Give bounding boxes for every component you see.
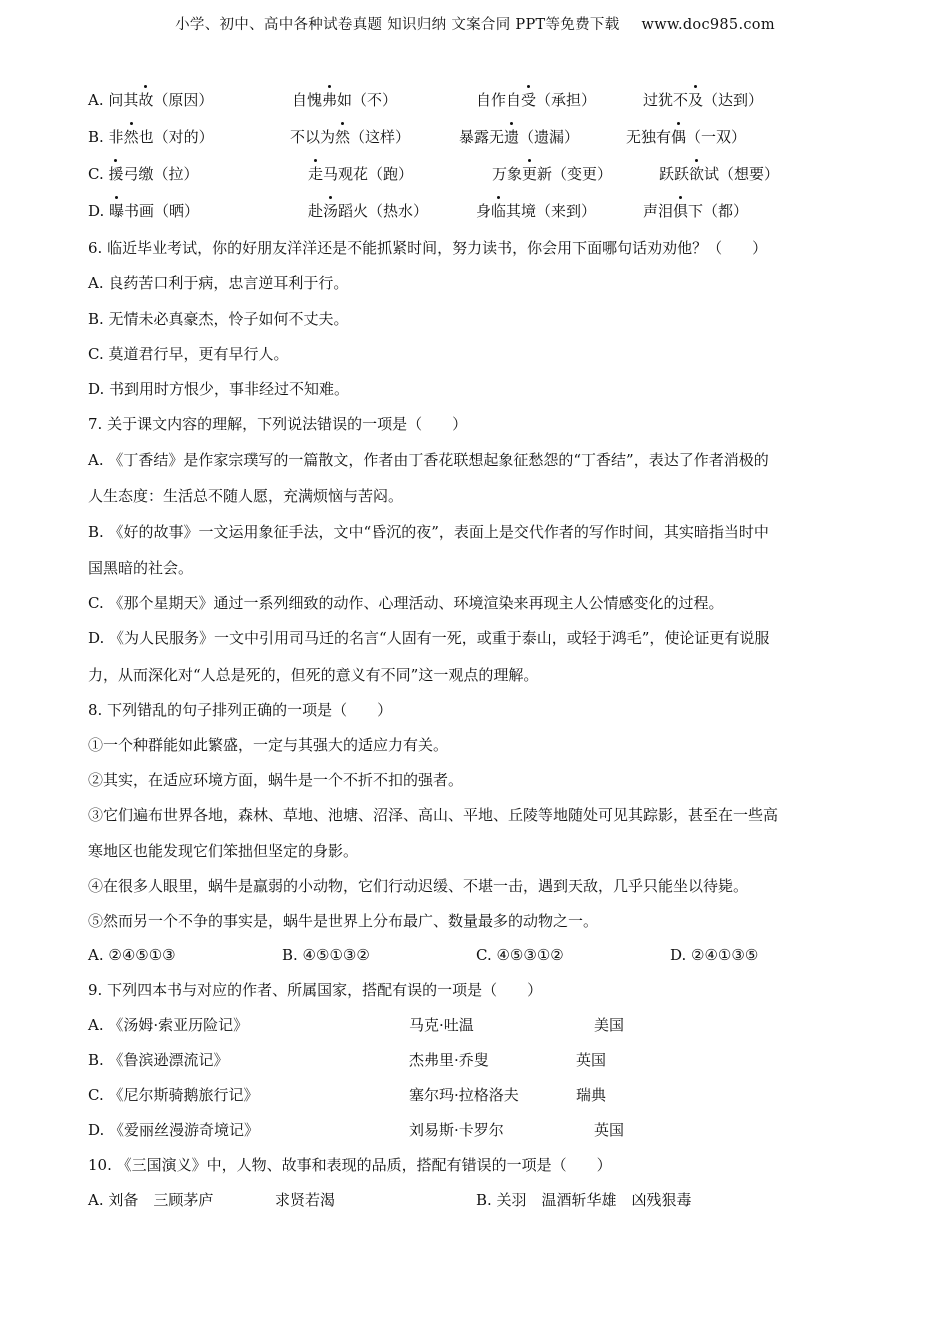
q5-option-a-3: 自作自受（承担） (476, 91, 597, 109)
q9-country-b: 英国 (576, 1051, 607, 1069)
q9-country-c: 瑞典 (576, 1086, 607, 1104)
q7-option-b-line1: B. 《好的故事》一文运用象征手法，文中“昏沉的夜”，表面上是交代作者的写作时间，其实暗指当时中 (88, 523, 769, 541)
q7-option-c: C. 《那个星期天》通过一系列细致的动作、心理活动、环境渲染来再现主人公情感变化的过程。 (88, 594, 724, 612)
q5-option-d-3: 身临其境（来到） (476, 202, 597, 220)
q8-sentence-2: ②其实，在适应环境方面，蜗牛是一个不折不扣的强者。 (88, 771, 464, 789)
q7-option-d-line1: D. 《为人民服务》一文中引用司马迁的名言“人固有一死，或重于泰山，或轻于鸿毛”，使论证更有说服 (88, 629, 770, 647)
q8-sentence-1: ①一个种群能如此繁盛，一定与其强大的适应力有关。 (88, 736, 449, 754)
q9-author-b: 杰弗里·乔叟 (409, 1051, 489, 1069)
q6-stem: 6. 临近毕业考试，你的好朋友洋洋还是不能抓紧时间，努力读书，你会用下面哪句话劝劝他？（ ） (88, 239, 768, 257)
q10-option-b: B. 关羽 温酒斩华雄 凶残狠毒 (476, 1191, 692, 1209)
q5-option-b-2: 不以为然（这样） (290, 128, 411, 146)
q8-option-c: C. ④⑤③①② (476, 946, 564, 964)
q5-option-a-1: A. 问其故（原因） (88, 91, 214, 109)
q6-option-a: A. 良药苦口利于病，忠言逆耳利于行。 (88, 274, 349, 292)
q8-option-a: A. ②④⑤①③ (88, 946, 176, 964)
q9-book-a: A. 《汤姆·索亚历险记》 (88, 1016, 249, 1034)
q8-stem: 8. 下列错乱的句子排列正确的一项是（ ） (88, 701, 393, 719)
q8-option-b: B. ④⑤①③② (282, 946, 370, 964)
q7-option-a-line2: 人生态度：生活总不随人愿，充满烦恼与苦闷。 (88, 487, 404, 505)
q5-option-d-1: D. 曝书画（晒） (88, 202, 200, 220)
q6-option-d: D. 书到用时方恨少，事非经过不知难。 (88, 380, 350, 398)
q5-option-a-4: 过犹不及（达到） (643, 91, 764, 109)
page-header (0, 13, 950, 34)
q5-option-b-3: 暴露无遗（遗漏） (459, 128, 580, 146)
q9-book-b: B. 《鲁滨逊漂流记》 (88, 1051, 229, 1069)
q9-author-a: 马克·吐温 (409, 1016, 474, 1034)
q10-option-a-quality: 求贤若渴 (275, 1191, 336, 1209)
q5-option-b-1: B. 非然也（对的） (88, 128, 214, 146)
q9-book-c: C. 《尼尔斯骑鹅旅行记》 (88, 1086, 259, 1104)
q5-option-c-3: 万象更新（变更） (492, 165, 613, 183)
q5-option-c-4: 跃跃欲试（想要） (659, 165, 780, 183)
q7-stem: 7. 关于课文内容的理解，下列说法错误的一项是（ ） (88, 415, 468, 433)
q5-option-d-2: 赴汤蹈火（热水） (308, 202, 429, 220)
q8-sentence-5: ⑤然而另一个不争的事实是，蜗牛是世界上分布最广、数量最多的动物之一。 (88, 912, 599, 930)
q5-option-c-2: 走马观花（跑） (308, 165, 414, 183)
q9-author-d: 刘易斯·卡罗尔 (409, 1121, 504, 1139)
q7-option-d-line2: 力，从而深化对“人总是死的，但死的意义有不同”这一观点的理解。 (88, 666, 539, 684)
q5-option-d-4: 声泪俱下（都） (643, 202, 749, 220)
q5-option-a-2: 自愧弗如（不） (292, 91, 398, 109)
q8-sentence-3-line1: ③它们遍布世界各地，森林、草地、池塘、沼泽、高山、平地、丘陵等地随处可见其踪影，甚至在一些高 (88, 806, 779, 824)
q10-option-a: A. 刘备 三顾茅庐 (88, 1191, 214, 1209)
q7-option-a-line1: A. 《丁香结》是作家宗璞写的一篇散文，作者由丁香花联想起象征愁怨的“丁香结”，表达了作者消极的 (88, 451, 769, 469)
q8-sentence-4: ④在很多人眼里，蜗牛是羸弱的小动物，它们行动迟缓、不堪一击，遇到天敌，几乎只能坐以待毙。 (88, 877, 749, 895)
q9-stem: 9. 下列四本书与对应的作者、所属国家，搭配有误的一项是（ ） (88, 981, 543, 999)
q8-sentence-3-line2: 寒地区也能发现它们笨拙但坚定的身影。 (88, 842, 359, 860)
q9-country-a: 美国 (594, 1016, 625, 1034)
q9-country-d: 英国 (594, 1121, 625, 1139)
q6-option-c: C. 莫道君行早，更有早行人。 (88, 345, 289, 363)
q8-option-d: D. ②④①③⑤ (670, 946, 759, 964)
q6-option-b: B. 无情未必真豪杰，怜子如何不丈夫。 (88, 310, 349, 328)
q5-option-b-4: 无独有偶（一双） (626, 128, 747, 146)
q10-stem: 10. 《三国演义》中，人物、故事和表现的品质，搭配有错误的一项是（ ） (88, 1156, 612, 1174)
q9-book-d: D. 《爱丽丝漫游奇境记》 (88, 1121, 260, 1139)
header-url[interactable]: www.doc985.com (641, 17, 775, 33)
header-text: 小学、初中、高中各种试卷真题 知识归纳 文案合同 PPT等免费下载 (175, 17, 620, 33)
q9-author-c: 塞尔玛·拉格洛夫 (409, 1086, 519, 1104)
q7-option-b-line2: 国黑暗的社会。 (88, 559, 194, 577)
q5-option-c-1: C. 援弓缴（拉） (88, 165, 199, 183)
